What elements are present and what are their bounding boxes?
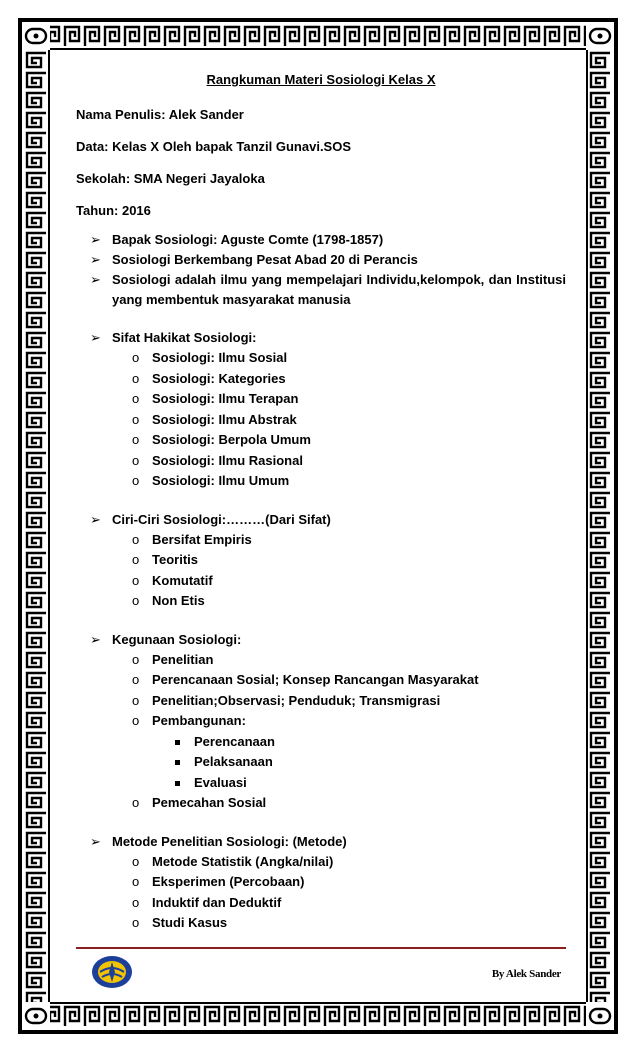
sifat-section <box>90 328 566 492</box>
circle-bullet-icon: o <box>132 874 140 889</box>
list-item: o Metode Statistik (Angka/nilai) <box>132 852 566 873</box>
document-body <box>76 72 566 934</box>
list-item: o Studi Kasus <box>132 913 566 934</box>
circle-bullet-icon: o <box>132 795 140 810</box>
arrow-bullet-icon: ➢ <box>90 511 101 527</box>
list-item: o Sosiologi: Ilmu Rasional <box>132 451 566 472</box>
circle-bullet-icon: o <box>132 531 140 547</box>
circle-bullet-icon: o <box>132 915 140 930</box>
border-left <box>22 50 50 1002</box>
arrow-bullet-icon: ➢ <box>90 631 101 647</box>
circle-bullet-icon: o <box>132 572 140 588</box>
meta-author: Nama Penulis: Alek Sander <box>76 107 244 122</box>
circle-bullet-icon: o <box>132 370 140 386</box>
border-corner-icon <box>586 1002 614 1030</box>
square-bullet-icon <box>175 781 180 786</box>
list-item: ➢ Bapak Sosiologi: Aguste Comte (1798-1857) <box>90 230 566 250</box>
border-corner-icon <box>586 22 614 50</box>
circle-bullet-icon: o <box>132 692 140 708</box>
section-heading: ➢ Ciri-Ciri Sosiologi:………(Dari Sifat) o Bersifat Empiris o Teoritis o Komutatif o Non Etis <box>90 510 566 612</box>
border-top <box>22 22 614 50</box>
list-item: o Pemecahan Sosial <box>132 793 566 814</box>
circle-bullet-icon: o <box>132 473 140 488</box>
list-item: o Komutatif <box>132 571 566 592</box>
tut-wuri-handayani-logo <box>90 954 134 990</box>
list-item: o Teoritis <box>132 550 566 571</box>
list-item: o Sosiologi: Kategories <box>132 369 566 390</box>
section-heading: ➢ Sifat Hakikat Sosiologi: o Sosiologi: Ilmu Sosial o Sosiologi: Kategories o Sosiologi: Ilmu Terapan o Sosiologi: Ilmu Abstrak o Sosiologi: Berpola Umum o Sosiologi: Ilmu Rasional o Sosiologi: Ilmu Umum <box>90 328 566 492</box>
footer-byline: By Alek Sander <box>491 968 561 980</box>
list-item: Perencanaan <box>172 732 566 753</box>
border-right <box>586 50 614 1002</box>
list-item: o Eksperimen (Percobaan) <box>132 872 566 893</box>
section-heading: ➢ Metode Penelitian Sosiologi: (Metode) o Metode Statistik (Angka/nilai) o Eksperimen (Percobaan) o Induktif dan Deduktif o Studi Kasus <box>90 832 566 934</box>
page-title: Rangkuman Materi Sosiologi Kelas X <box>206 72 436 87</box>
circle-bullet-icon: o <box>132 593 140 608</box>
circle-bullet-icon: o <box>132 411 140 427</box>
ciri-section <box>90 510 566 612</box>
arrow-bullet-icon: ➢ <box>90 252 101 267</box>
circle-bullet-icon: o <box>132 350 140 365</box>
kegunaan-section <box>90 630 566 814</box>
metode-section <box>90 832 566 934</box>
list-item: o Perencanaan Sosial; Konsep Rancangan Masyarakat <box>132 670 566 691</box>
list-item: o Bersifat Empiris <box>132 530 566 551</box>
list-item: o Sosiologi: Ilmu Terapan <box>132 389 566 410</box>
circle-bullet-icon: o <box>132 853 140 869</box>
circle-bullet-icon: o <box>132 552 140 567</box>
circle-bullet-icon: o <box>132 672 140 687</box>
meta-source: Data: Kelas X Oleh bapak Tanzil Gunavi.SOS <box>76 139 352 154</box>
arrow-bullet-icon: ➢ <box>90 272 101 287</box>
list-item: o Sosiologi: Ilmu Abstrak <box>132 410 566 431</box>
footer-divider <box>76 947 566 949</box>
circle-bullet-icon: o <box>132 713 140 728</box>
list-item: o Induktif dan Deduktif <box>132 893 566 914</box>
list-item: ➢ Sosiologi adalah ilmu yang mempelajari Individu,kelompok, dan Institusi yang membentuk masyarakat manusia <box>90 272 566 307</box>
circle-bullet-icon: o <box>132 894 140 910</box>
arrow-bullet-icon: ➢ <box>90 833 101 849</box>
arrow-bullet-icon: ➢ <box>90 330 101 345</box>
section-heading: ➢ Kegunaan Sosiologi: o Penelitian o Perencanaan Sosial; Konsep Rancangan Masyarakat o Penelitian;Observasi; Penduduk; Transmigrasi o Pembangunan: Perencanaan Pelaksanaan Evaluasi o Pemecahan Sosial <box>90 630 566 814</box>
meta-year: Tahun: 2016 <box>76 203 151 218</box>
list-item: ➢ Sosiologi Berkembang Pesat Abad 20 di Perancis <box>90 250 566 270</box>
square-bullet-icon <box>175 760 180 765</box>
list-item: o Non Etis <box>132 591 566 612</box>
arrow-bullet-icon: ➢ <box>90 232 101 247</box>
list-item: o Sosiologi: Berpola Umum <box>132 430 566 451</box>
list-item: o Penelitian;Observasi; Penduduk; Transmigrasi <box>132 691 566 712</box>
circle-bullet-icon: o <box>132 452 140 468</box>
border-corner-icon <box>22 1002 50 1030</box>
list-item: o Sosiologi: Ilmu Sosial <box>132 348 566 369</box>
list-item: Evaluasi <box>172 773 566 794</box>
list-item: o Pembangunan: Perencanaan Pelaksanaan Evaluasi <box>132 711 566 793</box>
intro-list <box>90 230 566 310</box>
list-item: o Sosiologi: Ilmu Umum <box>132 471 566 492</box>
square-bullet-icon <box>175 740 180 745</box>
meta-school: Sekolah: SMA Negeri Jayaloka <box>76 171 265 186</box>
circle-bullet-icon: o <box>132 651 140 667</box>
list-item: Pelaksanaan <box>172 752 566 773</box>
border-bottom <box>22 1002 614 1030</box>
border-corner-icon <box>22 22 50 50</box>
list-item: o Penelitian <box>132 650 566 671</box>
circle-bullet-icon: o <box>132 432 140 447</box>
circle-bullet-icon: o <box>132 391 140 406</box>
